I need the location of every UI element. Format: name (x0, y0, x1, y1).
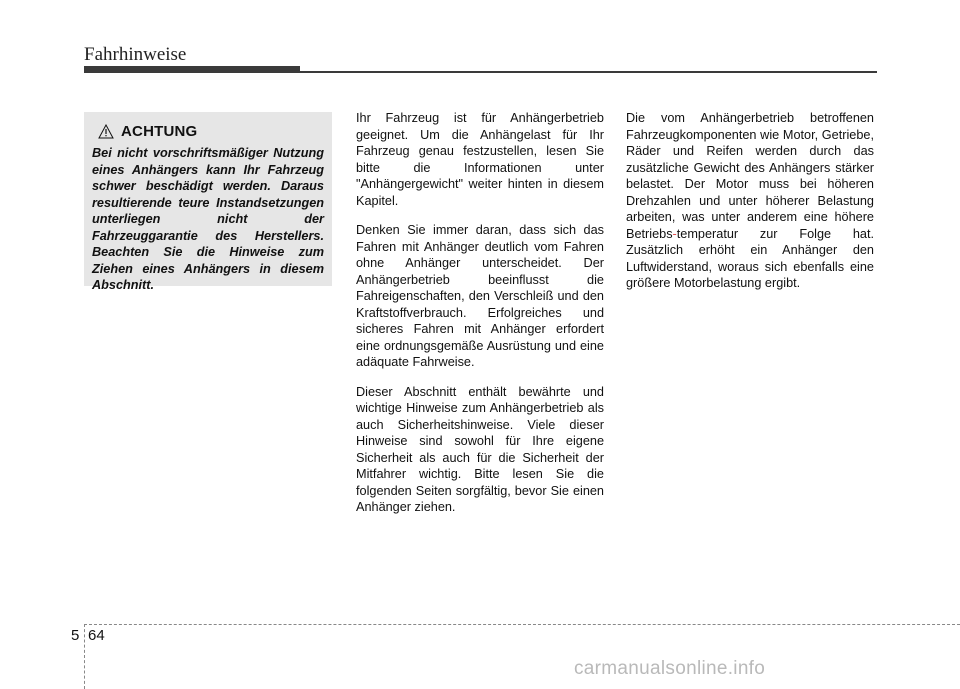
paragraph (626, 110, 874, 292)
warning-title: ACHTUNG (121, 122, 198, 140)
text-column-middle (356, 110, 604, 529)
paragraph-part: Die vom Anhängerbetrieb betroffenen Fahrzeugkomponenten wie Motor, Getriebe, Räder und Reifen werden durch das zusätzliche Gewicht des Anhängers stärker belastet. Der Motor muss bei höheren Drehzahlen und unter höherer Belastung arbeiten, was unter anderem eine höhere Betriebs (626, 111, 874, 241)
watermark: carmanualsonline.info (574, 658, 766, 679)
page-header-title: Fahrhinweise (84, 44, 187, 65)
footer-rule (84, 624, 960, 625)
header-bar (84, 66, 300, 73)
text-column-right (626, 110, 874, 305)
page-number: 64 (88, 627, 105, 644)
warning-text: Bei nicht vorschriftsmäßiger Nutzung eines Anhängers kann Ihr Fahrzeug schwer beschädigt werden. Daraus resultierende teure Instandsetzungen unterliegen nicht der Fahrzeuggarantie des Herstellers. Beachten Sie die Hinweise zum Ziehen eines Anhängers in diesem Abschnitt. (92, 146, 324, 292)
paragraph-part: temperatur zur Folge hat. Zusätzlich erhöht ein Anhänger den Luftwiderstand, woraus sich ebenfalls eine größere Motorbelastung ergibt. (626, 226, 874, 290)
warning-header (98, 120, 324, 142)
warning-box (84, 112, 332, 292)
chapter-number: 5 (71, 627, 80, 644)
warning-triangle-icon (98, 124, 114, 139)
paragraph: Dieser Abschnitt enthält bewährte und wichtige Hinweise zum Anhängerbetrieb als auch Sicherheitshinweise. Viele dieser Hinweise sind sowohl für Ihre eigene Sicherheit als auch für die Sicherheit der Mitfahrer wichtig. Bitte lesen Sie die folgenden Seiten sorgfältig, bevor Sie einen Anhänger ziehen. (356, 384, 604, 514)
footer-vertical-rule (84, 624, 85, 689)
paragraph: Ihr Fahrzeug ist für Anhängerbetrieb geeignet. Um die Anhängelast für Ihr Fahrzeug genau festzustellen, lesen Sie bitte die Informationen unter "Anhängergewicht" weiter hinten in diesem Kapitel. (356, 111, 604, 208)
paragraph: Denken Sie immer daran, dass sich das Fahren mit Anhänger deutlich vom Fahren ohne Anhänger unterscheidet. Der Anhängerbetrieb beeinflusst die Fahreigenschaften, den Verschleiß und den Kraftstoffverbrauch. Erfolgreiches und sicheres Fahren mit Anhänger erfordert eine ordnungsgemäße Ausrüstung und eine adäquate Fahrweise. (356, 223, 604, 369)
header-rule (300, 71, 877, 73)
hyphen-mark: - (672, 226, 677, 241)
